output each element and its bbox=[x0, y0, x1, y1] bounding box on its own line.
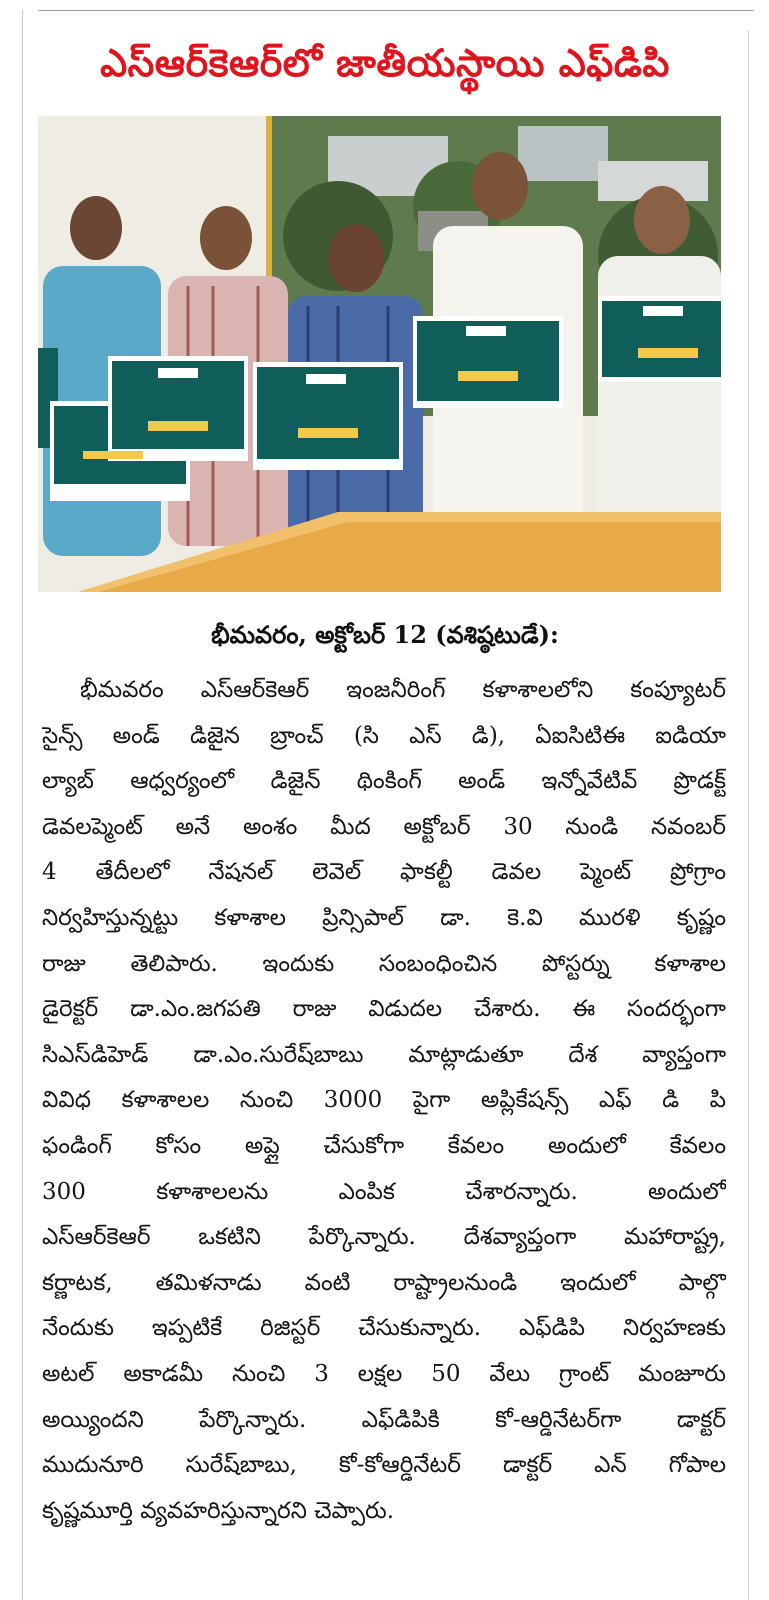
body-line: 300 కళాశాలలను ఎంపిక చేశారన్నారు. అందులో bbox=[42, 1178, 726, 1205]
body-line: కృష్ణమూర్తి వ్యవహరిస్తున్నారని చెప్పారు. bbox=[42, 1497, 395, 1524]
body-line: అయ్యిందని పేర్కొన్నారు. ఎఫ్‌డిపికి కో-ఆర్డినేటర్‌గా డాక్టర్ bbox=[42, 1406, 726, 1433]
body-line: ఫండింగ్ కోసం అప్లై చేసుకోగా కేవలం అందులో కేవలం bbox=[42, 1132, 726, 1159]
top-rule bbox=[38, 10, 754, 11]
body-line: ల్యాబ్ ఆధ్వర్యంలో డిజైన్ థింకింగ్ అండ్ ఇన్నోవేటివ్ ప్రొడక్ట్ bbox=[42, 768, 726, 795]
column-divider-right bbox=[748, 30, 749, 1600]
body-line: సిఎస్‌డిహెడ్ డా.ఎం.సురేష్‌బాబు మాట్లాడుతూ దేశ వ్యాప్తంగా bbox=[42, 1041, 726, 1068]
article-body bbox=[42, 668, 726, 1534]
body-line: సైన్స్ అండ్ డిజైన బ్రాంచ్ (సి ఎస్ డి), ఏఐసిటిఈ ఐడియా bbox=[42, 722, 726, 749]
column-divider-left bbox=[22, 10, 23, 1600]
body-line: డైరెక్టర్ డా.ఎం.జగపతి రాజు విడుదల చేశారు. ఈ సందర్భంగా bbox=[42, 996, 726, 1023]
body-line: రాజు తెలిపారు. ఇందుకు సంబంధించిన పోస్టర్ను కళాశాల bbox=[42, 950, 726, 977]
body-line: ఎస్ఆర్‌కెఆర్ ఒకటిని పేర్కొన్నారు. దేశవ్యాప్తంగా మహారాష్ట్ర, bbox=[42, 1224, 726, 1251]
dateline: భీమవరం, అక్టోబర్ 12 (వశిష్ఠటుడే): bbox=[211, 620, 559, 649]
body-line: నిర్వహిస్తున్నట్టు కళాశాల ప్రిన్సిపాల్ డా. కె.వి మురళి కృష్ణం bbox=[42, 904, 726, 931]
body-line: అటల్ అకాడమీ నుంచి 3 లక్షల 50 వేలు గ్రాంట్ మంజూరు bbox=[42, 1360, 726, 1387]
body-line: భీమవరం ఎస్ఆర్‌కెఆర్ ఇంజనీరింగ్ కళాశాలలోని కంప్యూటర్ bbox=[80, 677, 726, 703]
body-line: ముదునూరి సురేష్‌బాబు, కో-కోఆర్డినేటర్ డాక్టర్ ఎన్ గోపాల bbox=[42, 1452, 726, 1479]
body-line: కర్ణాటక, తమిళనాడు వంటి రాష్ట్రాలనుండి ఇందులో పాల్గొ bbox=[42, 1269, 726, 1296]
body-line: డెవలప్మెంట్ అనే అంశం మీద అక్టోబర్ 30 నుండి నవంబర్ bbox=[42, 813, 726, 840]
body-line: నేందుకు ఇప్పటికే రిజిస్టర్ చేసుకున్నారు. ఎఫ్‌డిపి నిర్వహణకు bbox=[42, 1315, 726, 1342]
headline: ఎస్ఆర్‌కెఆర్‌లో జాతీయస్థాయి ఎఫ్‌డిపి bbox=[100, 41, 670, 85]
body-line: 4 తేదీలలో నేషనల్ లెవెల్ ఫాకల్టీ డెవల ప్మెంట్ ప్రోగ్రాం bbox=[42, 859, 726, 886]
news-photo bbox=[38, 116, 721, 592]
body-line: వివిధ కళాశాలల నుంచి 3000 పైగా అప్లికేషన్స్ ఎఫ్ డి పి bbox=[42, 1087, 726, 1114]
